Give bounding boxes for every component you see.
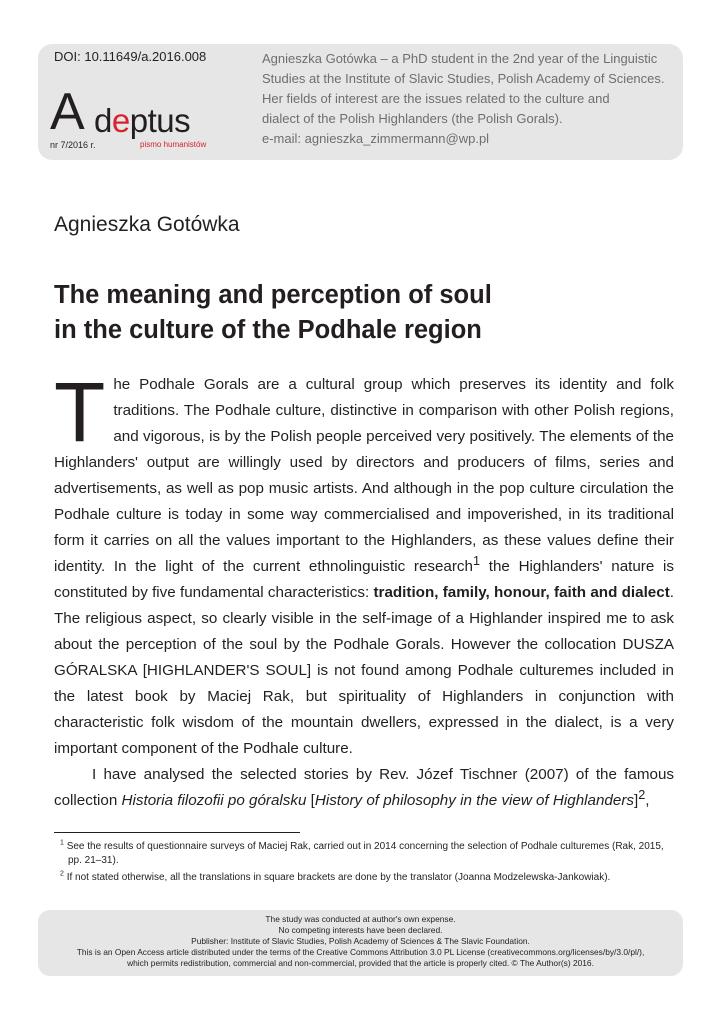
author-bio	[262, 49, 677, 149]
text-run: he Podhale Gorals are a cultural group which preserves its identity and folk traditions. The Podhale culture, distinctive in comparison with other Polish regions, and vigorous, is by the Polish people perceived very positively. The elements of the Highlanders' output are willingly used by directors and producers of films, series and advertisements, as well as pop music artists. And although in the pop culture circulation the Podhale culture is today in some way commercialised and impoverished, in its traditional form it carries on all the values important to the Highlanders, as these values define their identity. In the light of the current ethnolinguistic research	[54, 376, 674, 575]
italic-text: History of philosophy in the view of Highlanders	[314, 792, 634, 809]
doi-label: DOI: 10.11649/a.2016.008	[54, 49, 207, 64]
footnote-mark: 2	[60, 870, 64, 878]
article-body	[54, 365, 674, 814]
author-bio-line: dialect of the Polish Highlanders (the Polish Gorals).	[262, 111, 563, 126]
journal-issue: nr 7/2016 r.	[50, 140, 96, 150]
footer-line: The study was conducted at author's own expense.	[265, 914, 456, 924]
article-author: Agnieszka Gotówka	[54, 213, 240, 236]
text-run: I have analysed the selected stories by Rev. Józef Tischner (2007) of the famous collection	[54, 766, 674, 809]
logo-initial: A	[50, 83, 85, 141]
title-line: The meaning and perception of soul	[54, 281, 492, 309]
author-bio-line: Agnieszka Gotówka – a PhD student in the 2nd year of the Linguistic	[262, 51, 658, 66]
footer-notice	[38, 914, 683, 969]
text-run: the Highlanders' nature is constituted by five fundamental characteristics:	[54, 558, 674, 601]
footnote-text: If not stated otherwise, all the translations in square brackets are done by the translator (Joanna Modzelewska-Jankowiak).	[66, 872, 611, 883]
footnote-text: See the results of questionnaire surveys of Maciej Rak, carried out in 2014 concerning the selection of Podhale culturemes (Rak, 2015, pp. 21–31).	[66, 841, 664, 866]
footnote-mark: 1	[60, 839, 64, 847]
logo-wordmark	[94, 104, 190, 137]
footnote	[54, 840, 674, 868]
footnote	[54, 871, 674, 885]
author-bio-line: Her fields of interest are the issues related to the culture and	[262, 91, 610, 106]
title-line: in the culture of the Podhale region	[54, 316, 482, 344]
footnote-divider	[54, 832, 300, 833]
text-run: . The religious aspect, so clearly visible in the self-image of a Highlander inspired me to ask about the perception of the soul by the Podhale Gorals. However the collocation DUSZA GÓRALSKA [HIGHLANDER'S SOUL] is not found among Podhale culturemes included in the latest book by Maciej Rak, but spirituality of Highlanders in conjunction with characteristic folk wisdom of the mountain dwellers, expressed in the dialect, is a very important component of the Podhale culture.	[54, 584, 674, 757]
italic-text: Historia filozofii po góralsku	[121, 792, 307, 809]
author-email: e-mail: agnieszka_zimmermann@wp.pl	[262, 131, 490, 146]
footnote-ref[interactable]: 2	[638, 787, 646, 802]
text-run: ,	[645, 792, 650, 809]
text-run: [	[306, 792, 315, 809]
author-bio-line: Studies at the Institute of Slavic Studies, Polish Academy of Sciences.	[262, 71, 665, 86]
logo-part-ptus: ptus	[129, 102, 191, 139]
text-run: ]	[633, 792, 639, 809]
footer-line: This is an Open Access article distributed under the terms of the Creative Commons Attribution 3.0 PL License (creativecommons.org/licenses/by/3.0/pl/),	[76, 947, 645, 957]
footer-line: No competing interests have been declared.	[278, 925, 443, 935]
article-title	[54, 278, 674, 348]
drop-cap: T	[54, 365, 106, 459]
logo-part-e: e	[111, 102, 130, 139]
journal-tagline: pismo humanistów	[140, 140, 207, 149]
footnotes	[54, 840, 674, 888]
paragraph	[54, 762, 674, 814]
bold-text: tradition, family, honour, faith and dialect	[373, 584, 670, 601]
footnote-ref[interactable]: 1	[472, 553, 481, 568]
paragraph	[54, 365, 674, 762]
logo-part-d: d	[94, 102, 112, 139]
footer-line: Publisher: Institute of Slavic Studies, Polish Academy of Sciences & The Slavic Foundation.	[191, 936, 530, 946]
footer-line: which permits redistribution, commercial and non-commercial, provided that the article is properly cited. © The Author(s) 2016.	[127, 958, 594, 968]
journal-logo	[50, 83, 230, 154]
